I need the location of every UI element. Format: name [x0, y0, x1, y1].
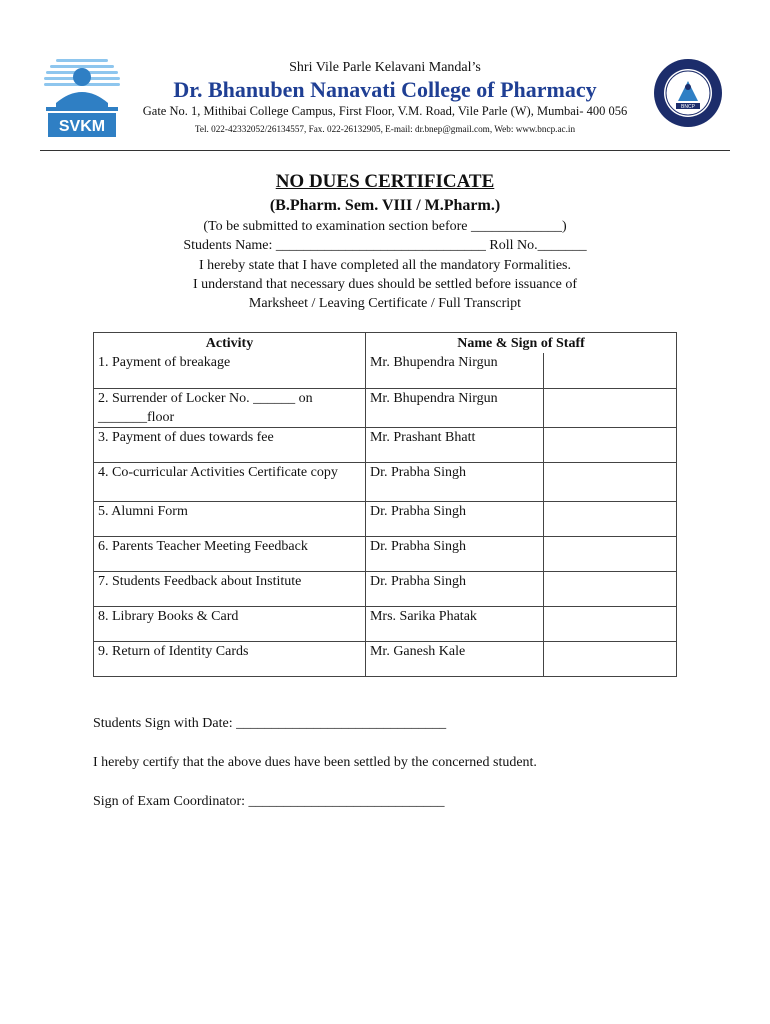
signature-cell[interactable]	[543, 501, 676, 536]
submission-deadline-line: (To be submitted to examination section before _____________)	[203, 219, 567, 234]
staff-cell: Dr. Prabha Singh	[365, 501, 543, 536]
table-row	[94, 571, 677, 606]
document-title: NO DUES CERTIFICATE	[275, 171, 495, 192]
table-row	[94, 388, 677, 427]
activity-cell: 1. Payment of breakage	[94, 353, 366, 388]
activity-cell: 6. Parents Teacher Meeting Feedback	[94, 536, 366, 571]
student-sign-line: Students Sign with Date: ______________________________	[93, 716, 447, 731]
column-header-staff: Name & Sign of Staff	[365, 333, 676, 354]
signature-cell[interactable]	[543, 462, 676, 501]
table-row	[94, 353, 677, 388]
staff-cell: Mr. Ganesh Kale	[365, 641, 543, 676]
college-address: Gate No. 1, Mithibai College Campus, First Floor, V.M. Road, Vile Parle (W), Mumbai- 400 056	[142, 104, 628, 118]
declaration-line-3: Marksheet / Leaving Certificate / Full Transcript	[248, 296, 522, 311]
column-header-activity: Activity	[94, 333, 366, 354]
activity-cell: 2. Surrender of Locker No. ______ on _______floor	[94, 388, 366, 427]
staff-cell: Dr. Prabha Singh	[365, 536, 543, 571]
coordinator-sign-line: Sign of Exam Coordinator: ____________________________	[93, 794, 445, 809]
activity-cell: 9. Return of Identity Cards	[94, 641, 366, 676]
table-row	[94, 641, 677, 676]
activity-cell: 4. Co-curricular Activities Certificate copy	[94, 462, 366, 501]
staff-cell: Dr. Prabha Singh	[365, 462, 543, 501]
svkm-logo-text: SVKM	[58, 118, 106, 135]
seal-center-text: BNCP	[681, 104, 695, 110]
student-name-roll-line: Students Name: ______________________________ Roll No._______	[183, 238, 587, 253]
signature-cell[interactable]	[543, 571, 676, 606]
staff-cell: Dr. Prabha Singh	[365, 571, 543, 606]
certification-statement: I hereby certify that the above dues have been settled by the concerned student.	[93, 755, 537, 770]
dues-table	[93, 332, 677, 677]
staff-cell: Mr. Prashant Bhatt	[365, 427, 543, 462]
college-name: Dr. Bhanuben Nanavati College of Pharmacy	[173, 77, 597, 102]
declaration-line-1: I hereby state that I have completed all the mandatory Formalities.	[198, 258, 572, 273]
signature-cell[interactable]	[543, 641, 676, 676]
document-subtitle: (B.Pharm. Sem. VIII / M.Pharm.)	[269, 197, 501, 214]
table-row	[94, 606, 677, 641]
staff-cell: Mr. Bhupendra Nirgun	[365, 388, 543, 427]
signature-cell[interactable]	[543, 536, 676, 571]
activity-cell: 7. Students Feedback about Institute	[94, 571, 366, 606]
signature-cell[interactable]	[543, 353, 676, 388]
declaration-line-2: I understand that necessary dues should be settled before issuance of	[192, 277, 578, 292]
activity-cell: 5. Alumni Form	[94, 501, 366, 536]
staff-cell: Mr. Bhupendra Nirgun	[365, 353, 543, 388]
table-row	[94, 427, 677, 462]
signature-cell[interactable]	[543, 427, 676, 462]
staff-cell: Mrs. Sarika Phatak	[365, 606, 543, 641]
signature-cell[interactable]	[543, 606, 676, 641]
activity-cell: 8. Library Books & Card	[94, 606, 366, 641]
activity-cell: 3. Payment of dues towards fee	[94, 427, 366, 462]
signature-cell[interactable]	[543, 388, 676, 427]
header-divider	[40, 150, 730, 151]
table-row	[94, 536, 677, 571]
table-row	[94, 462, 677, 501]
trust-name: Shri Vile Parle Kelavani Mandal’s	[289, 60, 481, 75]
table-row	[94, 501, 677, 536]
college-contact: Tel. 022-42332052/26134557, Fax. 022-26132905, E-mail: dr.bnep@gmail.com, Web: www.bncp.ac.in	[194, 124, 576, 134]
